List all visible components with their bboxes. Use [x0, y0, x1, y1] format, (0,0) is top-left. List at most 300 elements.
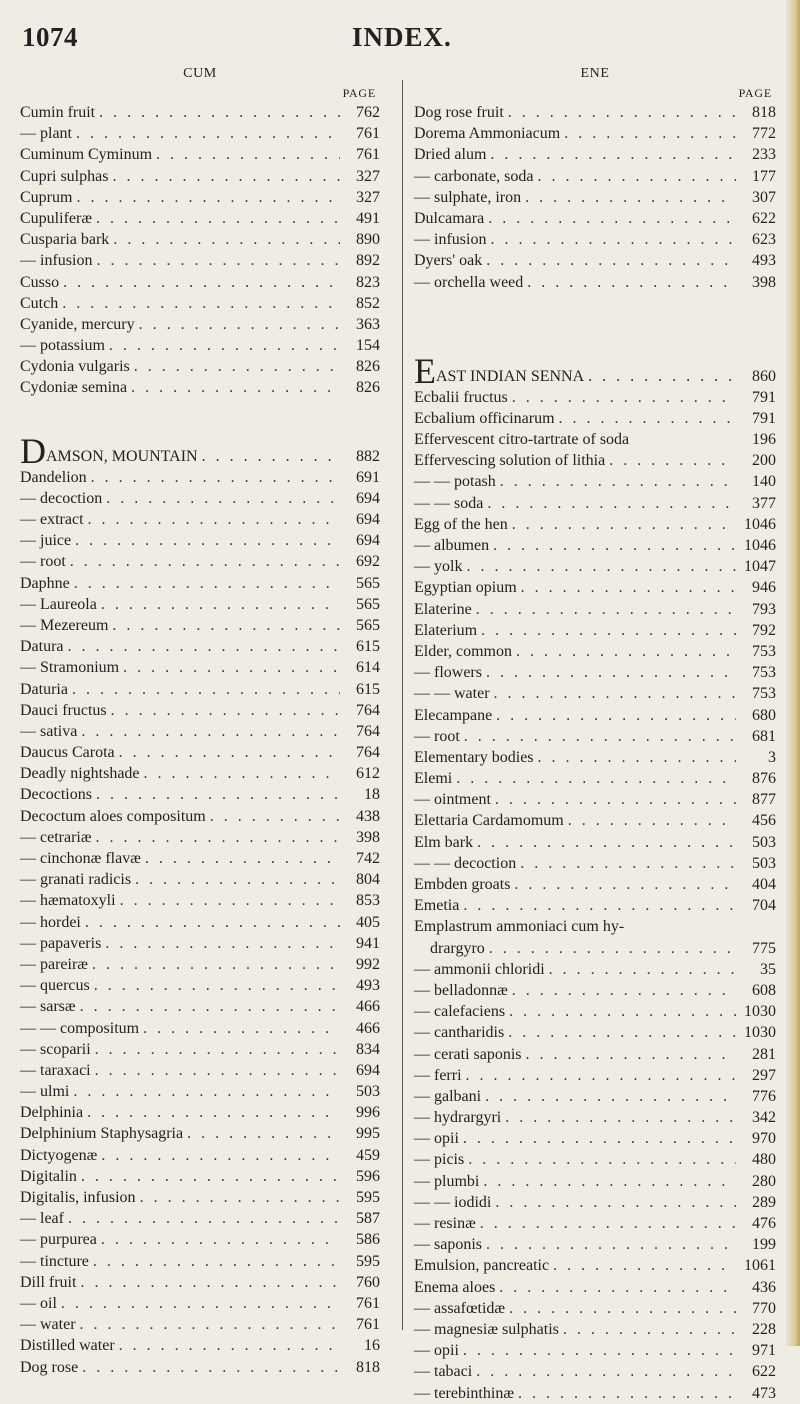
entry-page: 503: [752, 833, 776, 851]
index-entry: [414, 1171, 776, 1192]
entry-term: — extract: [20, 511, 84, 528]
leader-dots: [508, 387, 736, 408]
leader-dots: [459, 1340, 736, 1361]
entry-term: — sarsæ: [20, 998, 76, 1016]
entry-term: — sulphate, iron: [414, 188, 522, 206]
index-entry: [414, 768, 776, 789]
column-divider: [402, 80, 403, 1330]
index-entry: [20, 1357, 380, 1378]
entry-term: — leaf: [20, 1210, 64, 1228]
entry-term: Digitalis, infusion: [20, 1189, 136, 1206]
entry-term: — infusion: [20, 252, 93, 270]
entry-page: 764: [356, 722, 380, 740]
right-entries-b: [414, 387, 776, 1404]
entry-term: — papaveris: [20, 934, 102, 952]
book-spine-edge: [786, 0, 800, 1346]
index-entry: [20, 509, 380, 530]
entry-term: — magnesiæ sulphatis: [414, 1320, 559, 1338]
entry-page: 35: [760, 960, 776, 978]
entry-page: 436: [752, 1278, 776, 1296]
index-entry: [414, 726, 776, 747]
entry-page: 608: [752, 981, 776, 999]
leader-dots: [472, 599, 736, 620]
entry-term: — hordei: [20, 913, 81, 931]
index-entry: [414, 620, 776, 641]
entry-page: 793: [752, 600, 776, 618]
leader-dots: [64, 636, 340, 657]
entry-term: Cuprum: [20, 188, 73, 206]
index-entry: [20, 954, 380, 975]
leader-dots: [514, 1383, 736, 1404]
leader-dots: [459, 895, 736, 916]
entry-term: — ferri: [414, 1066, 462, 1084]
entry-term: Dandelion: [20, 468, 87, 486]
east-heading-text: AST INDIAN SENNA: [436, 367, 585, 385]
entry-page: 791: [752, 409, 776, 427]
leader-dots: [560, 123, 736, 144]
index-entry: [414, 1277, 776, 1298]
entry-page: 753: [752, 685, 776, 703]
entry-term: Effervescing solution of lithia: [414, 452, 606, 470]
index-entry: [414, 123, 776, 144]
entry-page: 622: [752, 209, 776, 227]
leader-dots: [489, 535, 736, 556]
entry-page: 761: [356, 146, 380, 164]
index-entry: [20, 573, 380, 594]
leader-dots: [505, 1001, 736, 1022]
entry-term: — infusion: [414, 231, 487, 249]
entry-term: — hæmatoxyli: [20, 892, 116, 910]
leader-dots: [139, 1018, 340, 1039]
entry-term: Dill fruit: [20, 1273, 77, 1291]
entry-term: Egyptian opium: [414, 579, 517, 597]
leader-dots: [495, 1277, 736, 1298]
entry-page: 1046: [744, 515, 776, 533]
left-entries-a: [20, 102, 380, 399]
leader-dots: [462, 556, 736, 577]
entry-page: 876: [752, 770, 776, 788]
leader-dots: [504, 1022, 736, 1043]
index-entry: [20, 1081, 380, 1102]
entry-page: 154: [356, 337, 380, 355]
index-entry: [414, 980, 776, 1001]
index-entry: [20, 1293, 380, 1314]
entry-term: Emplastrum ammoniaci cum hy-: [414, 918, 625, 936]
index-entry: [414, 272, 776, 293]
index-entry: [20, 1102, 380, 1123]
entry-page: 694: [356, 489, 380, 507]
index-entry: [20, 869, 380, 890]
index-entry: [414, 535, 776, 556]
leader-dots: [92, 208, 340, 229]
index-entry: [414, 938, 776, 959]
entry-page: 200: [752, 452, 776, 470]
entry-page: 327: [356, 188, 380, 206]
index-entry: [414, 1022, 776, 1043]
entry-page: 456: [752, 812, 776, 830]
leader-dots: [459, 1128, 736, 1149]
entry-page: 493: [752, 252, 776, 270]
entry-page: 681: [752, 727, 776, 745]
entry-page: 762: [356, 104, 380, 121]
index-entry: [414, 789, 776, 810]
leader-dots: [88, 954, 340, 975]
index-entry: [414, 916, 776, 937]
left-entries-b: [20, 467, 380, 1378]
entry-page: 694: [356, 1061, 380, 1079]
leader-dots: [464, 1149, 736, 1170]
entry-page: 772: [752, 125, 776, 143]
leader-dots: [131, 869, 340, 890]
index-entry: [414, 450, 776, 471]
index-entry: [20, 1187, 380, 1208]
damson-page: 882: [356, 447, 380, 465]
entry-page: 761: [356, 1294, 380, 1312]
entry-page: 405: [356, 913, 380, 931]
entry-term: Cupuliferæ: [20, 209, 92, 227]
leader-dots: [105, 335, 340, 356]
entry-term: — tincture: [20, 1252, 89, 1270]
damson-initial: D: [20, 430, 46, 471]
index-entry: [20, 335, 380, 356]
leader-dots: [504, 102, 736, 123]
index-entry: [20, 102, 380, 123]
entry-page: 493: [356, 977, 380, 995]
entry-page: 398: [356, 828, 380, 846]
leader-dots: [521, 187, 736, 208]
leader-dots: [108, 166, 340, 187]
index-entry: [414, 408, 776, 429]
index-entry: [414, 471, 776, 492]
entry-term: Enema aloes: [414, 1278, 496, 1296]
index-entry: [20, 657, 380, 678]
right-entries-a: [414, 102, 776, 293]
leader-dots: [545, 959, 736, 980]
index-entry: [20, 700, 380, 721]
entry-term: Elaterium: [414, 621, 478, 639]
entry-page: 565: [356, 595, 380, 613]
index-entry: [414, 208, 776, 229]
entry-term: — plant: [20, 125, 72, 143]
entry-term: — plumbi: [414, 1172, 480, 1190]
entry-term: — picis: [414, 1151, 465, 1169]
leader-dots: [523, 272, 736, 293]
entry-page: 18: [364, 786, 380, 804]
entry-term: Decoctions: [20, 786, 92, 804]
entry-term: — cantharidis: [414, 1024, 505, 1042]
entry-term: — Stramonium: [20, 659, 120, 677]
page-number: 1074: [22, 22, 78, 52]
index-entry: [414, 1065, 776, 1086]
leader-dots: [97, 1229, 340, 1250]
entry-term: Daphne: [20, 574, 70, 592]
entry-term: Dyers' oak: [414, 252, 483, 270]
index-entry: [414, 1361, 776, 1382]
entry-page: 615: [356, 638, 380, 656]
entry-term: — cinchonæ flavæ: [20, 850, 141, 867]
index-entry: [414, 832, 776, 853]
entry-term: — — decoction: [414, 854, 517, 872]
index-entry: [20, 763, 380, 784]
index-entry: [414, 1128, 776, 1149]
entry-page: 281: [752, 1045, 776, 1063]
leader-dots: [119, 657, 340, 678]
entry-term: Elemi: [414, 770, 453, 788]
index-entry: [20, 1208, 380, 1229]
leader-dots: [81, 912, 340, 933]
entry-page: 615: [356, 680, 380, 698]
entry-term: Elettaria Cardamomum: [414, 812, 564, 830]
entry-term: Elaterine: [414, 600, 472, 618]
index-entry: [414, 577, 776, 598]
index-entry: [20, 356, 380, 377]
leader-dots: [508, 514, 736, 535]
entry-page: 753: [752, 664, 776, 682]
leader-dots: [83, 1102, 340, 1123]
index-entry: [414, 102, 776, 123]
entry-term: Cuminum Cyminum: [20, 146, 153, 164]
entry-page: 199: [752, 1236, 776, 1254]
leader-dots: [486, 144, 736, 165]
leader-dots: [482, 662, 736, 683]
entry-page: 233: [752, 146, 776, 164]
entry-page: 473: [752, 1384, 776, 1402]
index-entry: [414, 683, 776, 704]
entry-term: Dulcamara: [414, 209, 485, 227]
entry-page: 760: [356, 1273, 380, 1291]
index-entry: [414, 144, 776, 165]
damson-heading-text: AMSON, MOUNTAIN: [46, 447, 198, 465]
leader-dots: [534, 166, 736, 187]
entry-term: — water: [20, 1316, 76, 1334]
entry-term: Daucus Carota: [20, 744, 115, 762]
entry-page: 377: [752, 494, 776, 512]
entry-page: 818: [356, 1358, 380, 1376]
leader-dots: [559, 1319, 736, 1340]
entry-page: 826: [356, 379, 380, 397]
entry-term: — root: [20, 553, 66, 571]
east-heading: [414, 350, 776, 391]
entry-page: 776: [752, 1087, 776, 1105]
index-entry: [414, 959, 776, 980]
entry-page: 970: [752, 1130, 776, 1148]
entry-page: 995: [356, 1125, 380, 1143]
index-entry: [414, 1383, 776, 1404]
index-entry: [20, 467, 380, 488]
index-entry: [20, 208, 380, 229]
leader-dots: [605, 450, 736, 471]
right-catchword: ENE: [580, 66, 610, 81]
leader-dots: [68, 679, 340, 700]
entry-term: — assafœtidæ: [414, 1299, 506, 1317]
entry-page: 466: [356, 1019, 380, 1037]
leader-dots: [87, 467, 340, 488]
left-page-label: PAGE: [342, 86, 376, 100]
entry-page: 761: [356, 125, 380, 143]
entry-term: Dictyogenæ: [20, 1146, 98, 1164]
east-initial: E: [414, 350, 436, 391]
entry-term: Dorema Ammoniacum: [414, 125, 561, 143]
index-entry: [20, 594, 380, 615]
entry-term: Dried alum: [414, 146, 487, 164]
entry-page: 792: [752, 621, 776, 639]
index-entry: [414, 705, 776, 726]
entry-term: Dog rose fruit: [414, 104, 504, 121]
entry-term: — cerati saponis: [414, 1045, 522, 1063]
entry-page: 1046: [744, 537, 776, 554]
leader-dots: [136, 1187, 340, 1208]
entry-term: — ulmi: [20, 1083, 70, 1101]
entry-term: — — compositum: [20, 1019, 140, 1037]
leader-dots: [64, 1208, 340, 1229]
leader-dots: [476, 1213, 736, 1234]
entry-term: — terebinthinæ: [414, 1384, 514, 1402]
index-entry: [20, 679, 380, 700]
leader-dots: [517, 577, 736, 598]
index-entry: [414, 1192, 776, 1213]
leader-dots: [97, 594, 340, 615]
index-entry: [414, 853, 776, 874]
entry-term: — taraxaci: [20, 1061, 91, 1079]
entry-term: Elm bark: [414, 833, 474, 851]
entry-page: 770: [752, 1299, 776, 1317]
entry-term: — Mezereum: [20, 616, 109, 634]
entry-term: Deadly nightshade: [20, 765, 140, 783]
index-entry: [20, 1251, 380, 1272]
index-entry: [20, 166, 380, 187]
entry-term: Cupri sulphas: [20, 167, 109, 185]
entry-page: 280: [752, 1172, 776, 1190]
entry-term: — opii: [414, 1342, 459, 1360]
index-entry: [414, 1340, 776, 1361]
entry-page: 826: [356, 358, 380, 376]
index-entry: [20, 1166, 380, 1187]
entry-page: 587: [356, 1210, 380, 1228]
entry-page: 196: [752, 431, 776, 449]
entry-term: Ecbalium officinarum: [414, 409, 555, 427]
right-column: [414, 66, 776, 1404]
entry-page: 596: [356, 1167, 380, 1185]
index-entry: [20, 229, 380, 250]
index-entry: [20, 1229, 380, 1250]
entry-page: 834: [356, 1040, 380, 1058]
index-entry: [414, 387, 776, 408]
entry-term: — opii: [414, 1130, 459, 1148]
leader-dots: [483, 493, 736, 514]
entry-term: Dog rose: [20, 1358, 79, 1376]
entry-page: 612: [356, 765, 380, 783]
entry-page: 761: [356, 1316, 380, 1334]
entry-term: Cydonia vulgaris: [20, 358, 130, 376]
leader-dots: [84, 509, 340, 530]
index-entry: [414, 556, 776, 577]
entry-page: 742: [356, 850, 380, 867]
leader-dots: [141, 848, 340, 869]
entry-page: 941: [356, 934, 380, 952]
index-entry: [414, 895, 776, 916]
leader-dots: [492, 705, 736, 726]
entry-page: 971: [752, 1342, 776, 1360]
index-entry: [414, 1086, 776, 1107]
entry-term: — albumen: [414, 537, 490, 554]
entry-page: 694: [356, 511, 380, 528]
index-entry: [414, 599, 776, 620]
entry-term: Ecbalii fructus: [414, 388, 508, 406]
entry-page: 595: [356, 1252, 380, 1270]
leader-dots: [183, 1123, 340, 1144]
entry-term: — scoparii: [20, 1040, 91, 1058]
entry-term: — — potash: [414, 473, 496, 491]
leader-dots: [101, 933, 340, 954]
entry-page: 140: [752, 473, 776, 491]
entry-page: 327: [356, 167, 380, 185]
index-entry: [414, 1001, 776, 1022]
index-entry: [20, 1145, 380, 1166]
entry-page: 476: [752, 1215, 776, 1232]
leader-dots: [89, 1251, 340, 1272]
leader-dots: [485, 938, 736, 959]
leader-dots: [76, 996, 340, 1017]
leader-dots: [95, 102, 340, 123]
entry-term: — galbani: [414, 1087, 482, 1105]
entry-term: — granati radicis: [20, 871, 132, 889]
entry-page: 791: [752, 388, 776, 406]
entry-page: 892: [356, 252, 380, 270]
leader-dots: [482, 250, 736, 271]
leader-dots: [477, 620, 736, 641]
index-entry: [414, 229, 776, 250]
entry-term: Embden groats: [414, 876, 511, 893]
entry-term: — — water: [414, 685, 490, 703]
index-entry: [414, 166, 776, 187]
index-entry: [20, 1123, 380, 1144]
entry-page: 946: [752, 579, 776, 597]
entry-page: 764: [356, 701, 380, 719]
left-column: [20, 66, 380, 1378]
index-entry: [20, 827, 380, 848]
leader-dots: [70, 573, 340, 594]
leader-dots: [484, 208, 736, 229]
leader-dots: [479, 1171, 736, 1192]
right-page-label: PAGE: [738, 86, 772, 100]
index-entry: [20, 293, 380, 314]
entry-term: Egg of the hen: [414, 515, 508, 533]
leader-dots: [512, 641, 736, 662]
index-entry: [20, 123, 380, 144]
index-entry: [414, 493, 776, 514]
leader-dots: [66, 551, 340, 572]
index-entry: [414, 874, 776, 895]
damson-heading: [20, 430, 380, 471]
entry-term: — hydrargyri: [414, 1109, 502, 1127]
entry-term: — belladonnæ: [414, 981, 508, 999]
entry-term: — ointment: [414, 791, 491, 809]
entry-term: — quercus: [20, 977, 90, 995]
index-entry: [414, 1234, 776, 1255]
leader-dots: [490, 683, 736, 704]
entry-term: Delphinia: [20, 1104, 84, 1122]
leader-dots: [508, 980, 736, 1001]
entry-page: 466: [356, 998, 380, 1016]
entry-page: 823: [356, 273, 380, 291]
index-entry: [20, 996, 380, 1017]
entry-page: 692: [356, 553, 380, 571]
index-entry: [20, 912, 380, 933]
index-entry: [20, 1039, 380, 1060]
page-title: INDEX.: [352, 22, 452, 52]
leader-dots: [549, 1255, 736, 1276]
entry-term: Cumin fruit: [20, 104, 96, 121]
